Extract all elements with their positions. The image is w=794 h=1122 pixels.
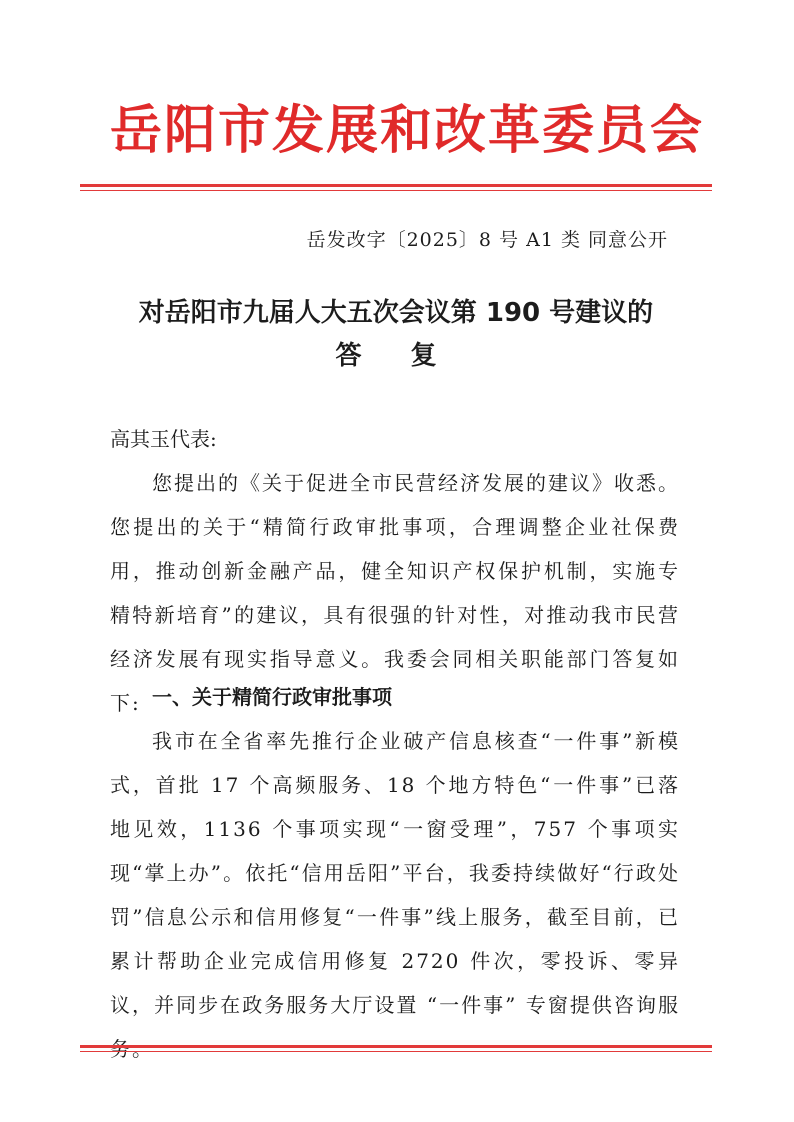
- intro-paragraph: 您提出的《关于促进全市民营经济发展的建议》收悉。您提出的关于“精简行政审批事项，合理调整企业社保费用，推动创新金融产品，健全知识产权保护机制，实施专精特新培育”的建议，具有很强的针对性，对推动我市民营经济发展有现实指导意义。我委会同相关职能部门答复如下:: [110, 471, 680, 715]
- section1-heading: 一、关于精简行政审批事项: [152, 685, 392, 709]
- agency-header: 岳阳市发展和改革委员会: [110, 101, 705, 161]
- section1-paragraph: 我市在全省率先推行企业破产信息核查“一件事”新模式，首批 17 个高频服务、18 个地方特色“一件事”已落地见效，1136 个事项实现“一窗受理”，757 个事项实现“掌上办”。依托“信用岳阳”平台，我委持续做好“行政处罚”信息公示和信用修复“一件事”线上服务，截至目前，已累计帮助企业完成信用修复 2720 件次，零投诉、零异议，并同步在政务服务大厅设置 “一件事” 专窗提供咨询服务。: [110, 729, 680, 1061]
- document-title-line2: 答 复: [335, 341, 457, 371]
- header-red-rule: [80, 184, 712, 191]
- footer-red-rule: [80, 1045, 712, 1052]
- salutation: 高其玉代表:: [110, 427, 217, 451]
- document-number: 岳发改字〔2025〕8 号 A1 类 同意公开: [306, 229, 668, 251]
- document-title-line1: 对岳阳市九届人大五次会议第 190 号建议的: [138, 298, 654, 328]
